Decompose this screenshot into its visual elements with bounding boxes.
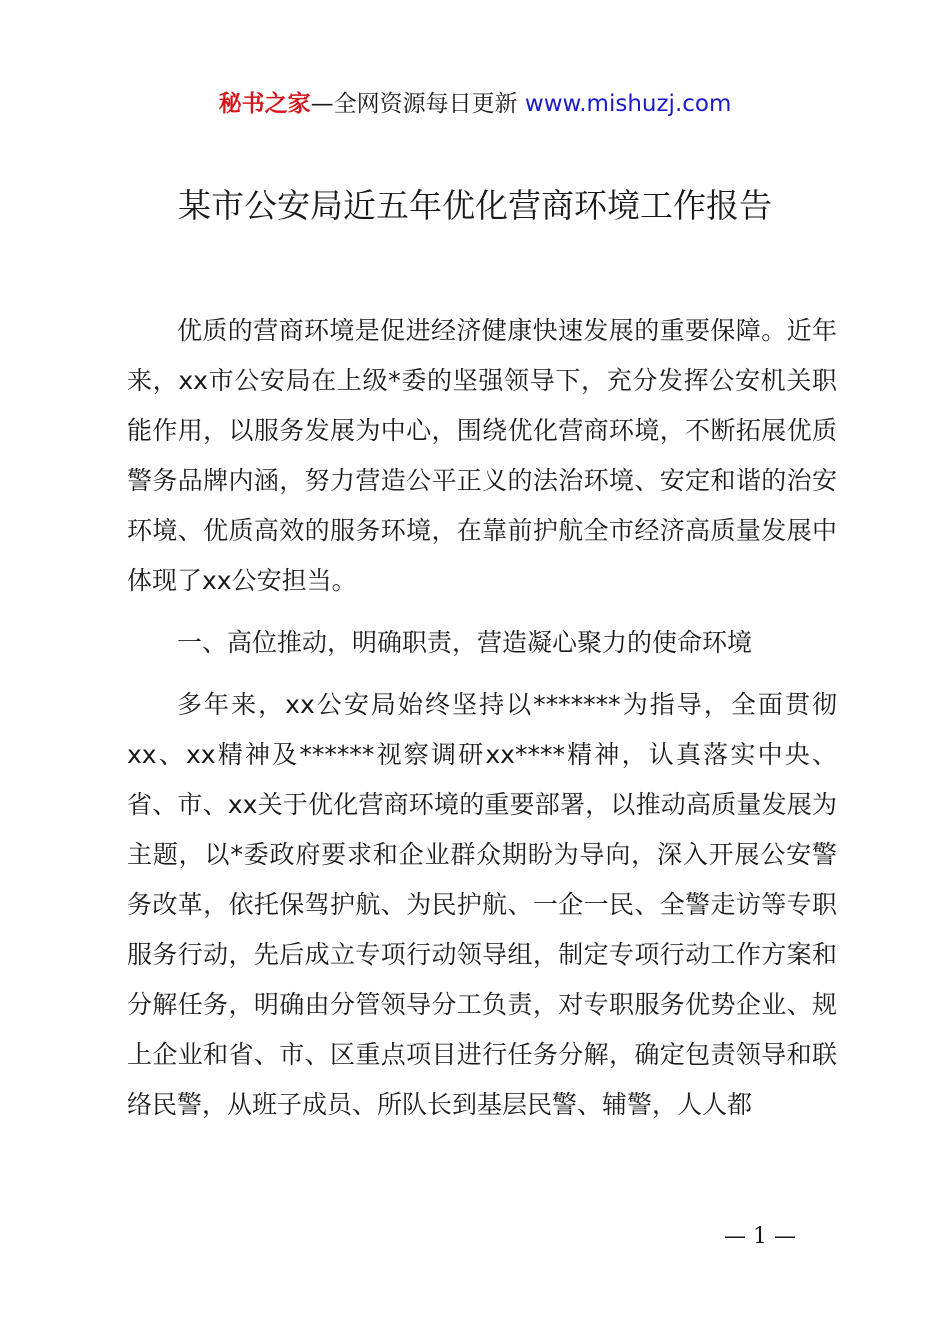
site-url-link[interactable]: www.mishuzj.com — [524, 91, 732, 117]
section-paragraph: 多年来，xx公安局始终坚持以*******为指导，全面贯彻xx、xx精神及******视察调研xx****精神，认真落实中央、省、市、xx关于优化营商环境的重要部署，以推动高质量发展为主题，以*委政府要求和企业群众期盼为导向，深入开展公安警务改革，依托保驾护航、为民护航、一企一民、全警走访等专职服务行动，先后成立专项行动领导组，制定专项行动工作方案和分解任务，明确由分管领导分工负责，对专职服务优势企业、规上企业和省、市、区重点项目进行任务分解，确定包责领导和联络民警，从班子成员、所队长到基层民警、辅警，人人都 — [127, 690, 837, 1119]
site-brand: 秘书之家 — [218, 91, 311, 117]
document-title: 某市公安局近五年优化营商环境工作报告 — [178, 186, 772, 225]
intro-paragraph: 优质的营商环境是促进经济健康快速发展的重要保障。近年来，xx市公安局在上级*委的坚强领导下，充分发挥公安机关职能作用，以服务发展为中心，围绕优化营商环境，不断拓展优质警务品牌内涵，努力营造公平正义的法治环境、安定和谐的治安环境、优质高效的服务环境，在靠前护航全市经济高质量发展中体现了xx公安担当。 — [127, 316, 837, 595]
site-header — [0, 86, 950, 122]
page-number: — 1 — — [724, 1224, 796, 1249]
section-heading: 一、高位推动，明确职责，营造凝心聚力的使命环境 — [177, 628, 753, 657]
site-tagline: —全网资源每日更新 — [310, 91, 525, 117]
document-body — [127, 306, 837, 1130]
